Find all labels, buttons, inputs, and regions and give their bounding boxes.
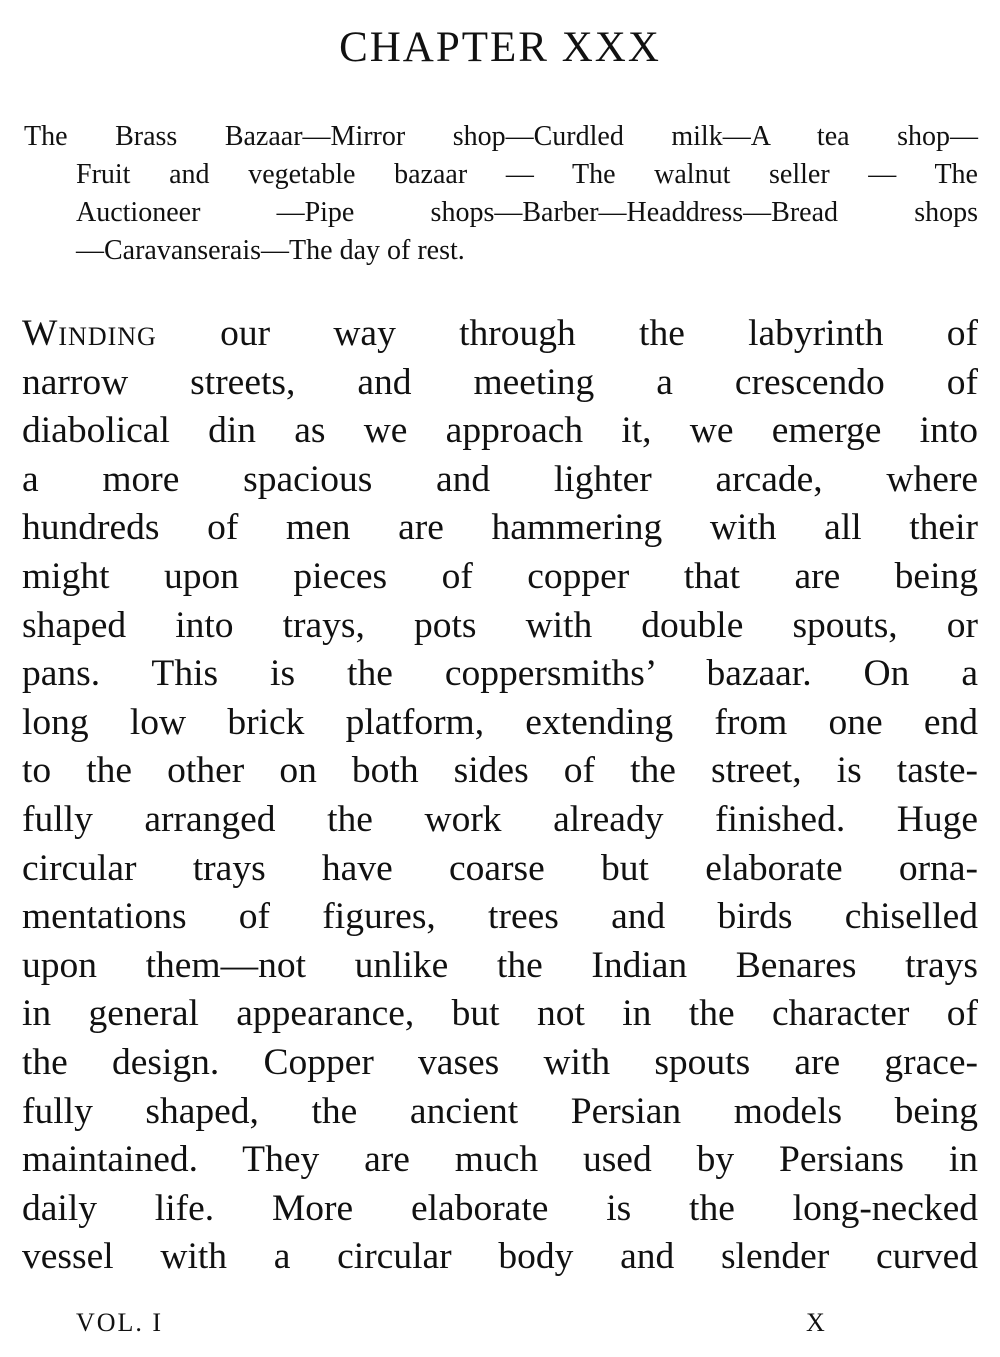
body-line: [22, 310, 978, 359]
body-line: upon them—not unlike the Indian Benares trays: [22, 944, 978, 986]
first-line-text: our way through the labyrinth of: [156, 313, 978, 354]
body-line: daily life. More elaborate is the long-necked: [22, 1187, 978, 1229]
volume-label: VOL. I: [76, 1308, 164, 1337]
body-line: diabolical din as we approach it, we emerge into: [22, 410, 978, 452]
synopsis-line: Fruit and vegetable bazaar — The walnut seller — The: [76, 159, 978, 190]
body-line: the design. Copper vases with spouts are grace-: [22, 1041, 978, 1083]
synopsis-line: —Caravanserais—The day of rest.: [76, 235, 465, 266]
body-line: a more spacious and lighter arcade, where: [22, 458, 978, 500]
body-line: long low brick platform, extending from one end: [22, 701, 978, 743]
body-line: maintained. They are much used by Persians in: [22, 1139, 978, 1181]
opening-word: Winding: [22, 313, 157, 354]
synopsis-line: The Brass Bazaar—Mirror shop—Curdled milk—A tea shop—: [24, 121, 978, 152]
body-line: mentations of figures, trees and birds chiselled: [22, 896, 978, 938]
synopsis-line: Auctioneer —Pipe shops—Barber—Headdress—Bread shops: [76, 197, 978, 228]
body-line: circular trays have coarse but elaborate orna-: [22, 847, 978, 889]
body-paragraph: [22, 310, 978, 1282]
body-line: vessel with a circular body and slender curved: [22, 1236, 978, 1278]
body-line: narrow streets, and meeting a crescendo of: [22, 361, 978, 403]
body-line: to the other on both sides of the street, is taste-: [22, 750, 978, 792]
chapter-synopsis: [24, 118, 978, 270]
body-line: might upon pieces of copper that are being: [22, 555, 978, 597]
body-line: pans. This is the coppersmiths’ bazaar. On a: [22, 653, 978, 695]
body-line: in general appearance, but not in the character of: [22, 993, 978, 1035]
body-line: fully arranged the work already finished. Huge: [22, 798, 978, 840]
page-footer: [0, 1308, 1000, 1344]
body-line: fully shaped, the ancient Persian models being: [22, 1090, 978, 1132]
signature-mark: X: [806, 1308, 825, 1337]
body-line: shaped into trays, pots with double spouts, or: [22, 604, 978, 646]
body-line: hundreds of men are hammering with all their: [22, 507, 978, 549]
chapter-title: CHAPTER XXX: [339, 24, 661, 71]
